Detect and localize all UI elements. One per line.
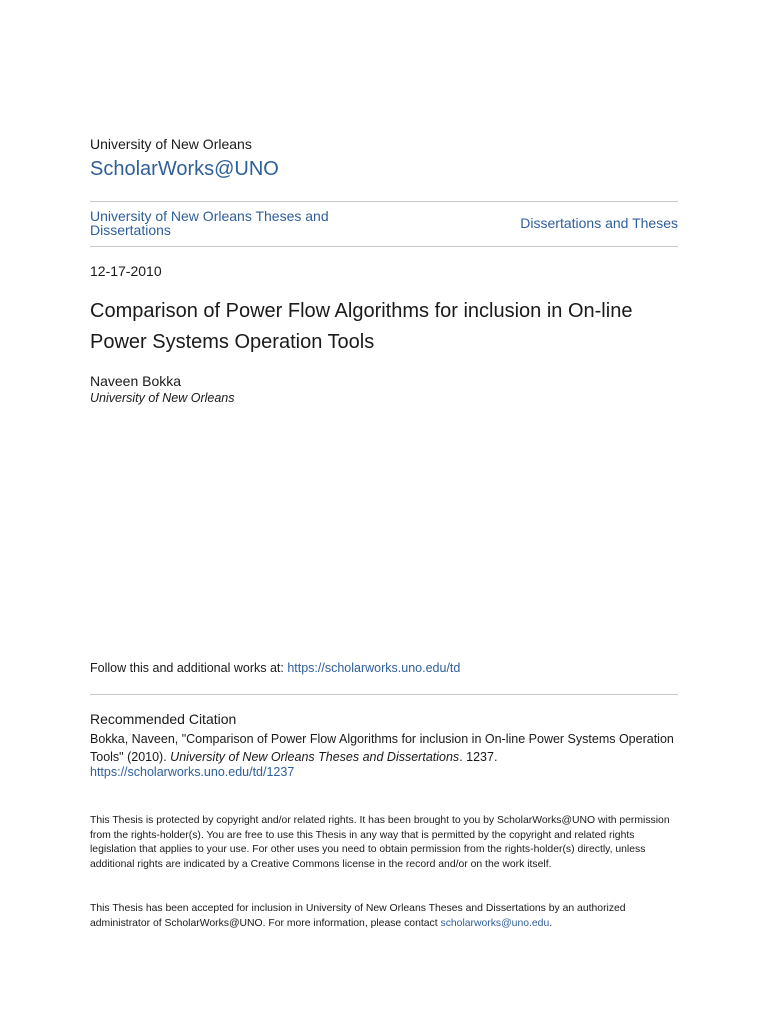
citation-journal: University of New Orleans Theses and Dissertations [170, 750, 460, 764]
author-name: Naveen Bokka [90, 373, 182, 389]
author-affiliation: University of New Orleans [90, 391, 235, 405]
acceptance-text: This Thesis has been accepted for inclusion in University of New Orleans Theses and Dissertations by an authorized administrator of ScholarWorks@UNO. For more information, please contact [90, 903, 626, 929]
divider [90, 201, 678, 202]
acceptance-notice [90, 902, 678, 931]
publication-date: 12-17-2010 [90, 263, 162, 279]
series-link[interactable]: Dissertations and Theses [520, 215, 678, 231]
acceptance-end: . [549, 917, 553, 929]
cover-page [90, 0, 678, 1024]
collection-link[interactable]: University of New Orleans Theses and Dissertations [90, 208, 329, 238]
divider [90, 694, 678, 695]
citation-url-link[interactable]: https://scholarworks.uno.edu/td/1237 [90, 765, 295, 779]
rights-notice: This Thesis is protected by copyright and/or related rights. It has been brought to you by ScholarWorks@UNO with permission from the rights-holder(s). You are free to use this Thesis in any way that is permitted by the copyright and related rights legislation that applies to your use. For other uses you need to obtain permission from the rights-holder(s) directly, unless additional rights are indicated by a Creative Commons license in the record and/or on the work itself. [90, 815, 670, 870]
citation-text-start: Bokka, Naveen, "Comparison of Power Flow Algorithms for inclusion in On-line Power Systems Operation Tools" (2010). [90, 732, 674, 764]
follow-url-link[interactable]: https://scholarworks.uno.edu/td [287, 661, 461, 675]
follow-text: Follow this and additional works at: [90, 661, 288, 675]
contact-email-link[interactable]: scholarworks@uno.edu [440, 917, 550, 929]
institution-name: University of New Orleans [90, 136, 252, 152]
citation-heading: Recommended Citation [90, 711, 237, 727]
follow-line [90, 661, 460, 675]
repository-link[interactable]: ScholarWorks@UNO [90, 158, 279, 180]
divider [90, 246, 678, 247]
citation-text-end: . 1237. [459, 750, 498, 764]
citation-text [90, 730, 678, 766]
document-title: Comparison of Power Flow Algorithms for inclusion in On-line Power Systems Operation Tools [90, 300, 633, 353]
